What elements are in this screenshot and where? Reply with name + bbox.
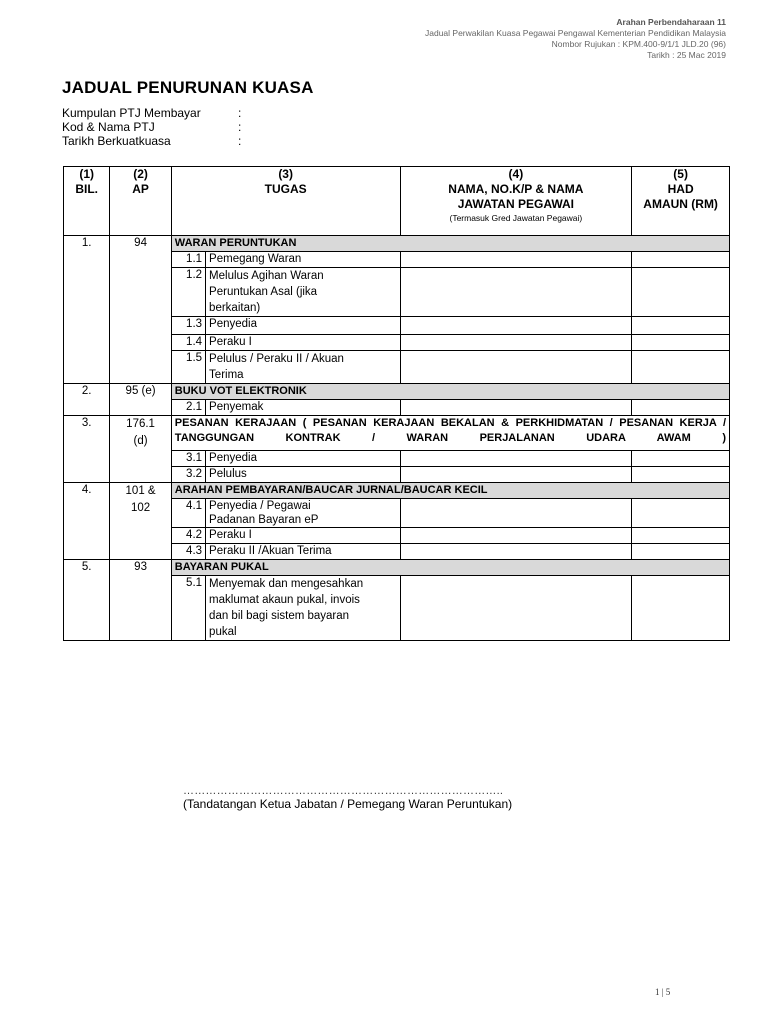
section-title: BUKU VOT ELEKTRONIK xyxy=(171,384,729,400)
item-number: 1.5 xyxy=(171,351,205,384)
meta-row xyxy=(62,134,241,148)
item-number: 4.2 xyxy=(171,527,205,543)
item-text: Menyemak dan mengesahkan maklumat akaun pukal, invois dan bil bagi sistem bayaran pukal xyxy=(206,575,400,640)
meta-label-kumpulan: Kumpulan PTJ Membayar xyxy=(62,106,201,120)
bil-cell: 3. xyxy=(64,416,110,451)
table-row xyxy=(64,351,730,384)
section-title: BAYARAN PUKAL xyxy=(171,559,729,575)
header-line-1: Arahan Perbendaharaan 11 xyxy=(616,17,726,27)
meta-sep: : xyxy=(238,106,242,120)
col-header-bil: (1) BIL. xyxy=(64,167,110,236)
ap-cell: 94 xyxy=(110,236,171,252)
item-number: 2.1 xyxy=(171,400,205,416)
ap-cell: 93 xyxy=(110,559,171,575)
meta-label-tarikh: Tarikh Berkuatkuasa xyxy=(62,134,171,148)
table-row xyxy=(64,252,730,268)
header-line-2: Jadual Perwakilan Kuasa Pegawai Pengawal Kementerian Pendidikan Malaysia xyxy=(425,28,726,38)
table-row xyxy=(64,416,730,451)
meta-block xyxy=(62,106,241,148)
item-text: Penyedia / Pegawai Padanan Bayaran eP xyxy=(206,498,400,527)
col-header-had: (5) HAD AMAUN (RM) xyxy=(632,167,730,236)
page-number: 1 | 5 xyxy=(655,987,671,997)
item-number: 4.3 xyxy=(171,543,205,559)
meta-row xyxy=(62,106,241,120)
item-number: 1.2 xyxy=(171,268,205,317)
table-row xyxy=(64,559,730,575)
ap-cell: 176.1 (d) xyxy=(110,416,171,451)
meta-row xyxy=(62,120,241,134)
meta-sep: : xyxy=(238,134,242,148)
item-text: Penyedia xyxy=(206,450,400,466)
meta-sep: : xyxy=(238,120,242,134)
item-number: 3.2 xyxy=(171,466,205,482)
meta-label-kod: Kod & Nama PTJ xyxy=(62,120,155,134)
col-header-tugas: (3) TUGAS xyxy=(171,167,400,236)
header-line-3: Nombor Rujukan : KPM.400-9/1/1 JLD.20 (96) xyxy=(551,39,726,49)
item-text: Penyedia xyxy=(206,317,400,335)
header-line-4: Tarikh : 25 Mac 2019 xyxy=(647,50,726,60)
document-header xyxy=(425,17,726,61)
bil-cell: 5. xyxy=(64,559,110,575)
table-header-row xyxy=(64,167,730,236)
item-number: 1.3 xyxy=(171,317,205,335)
table-row xyxy=(64,400,730,416)
signature-label: (Tandatangan Ketua Jabatan / Pemegang Waran Peruntukan) xyxy=(183,797,513,811)
ap-cell: 101 & 102 xyxy=(110,482,171,527)
bil-cell: 4. xyxy=(64,482,110,498)
ap-cell: 95 (e) xyxy=(110,384,171,400)
col-header-nama: (4) NAMA, NO.K/P & NAMA JAWATAN PEGAWAI (Termasuk Gred Jawatan Pegawai) xyxy=(400,167,632,236)
table-row xyxy=(64,543,730,559)
item-text: Pelulus / Peraku II / Akuan Terima xyxy=(206,351,400,384)
table-row xyxy=(64,450,730,466)
delegation-table xyxy=(63,166,730,641)
table-row xyxy=(64,482,730,498)
bil-cell: 2. xyxy=(64,384,110,400)
signature-block xyxy=(183,785,512,811)
page-title: JADUAL PENURUNAN KUASA xyxy=(62,78,314,97)
item-text: Peraku I xyxy=(206,527,400,543)
item-number: 1.4 xyxy=(171,335,205,351)
table-row xyxy=(64,317,730,335)
item-text: Peraku II /Akuan Terima xyxy=(206,543,400,559)
item-text: Melulus Agihan Waran Peruntukan Asal (jika berkaitan) xyxy=(206,268,400,317)
item-text: Pemegang Waran xyxy=(206,252,400,268)
table-row xyxy=(64,466,730,482)
col-header-ap: (2) AP xyxy=(110,167,171,236)
item-number: 5.1 xyxy=(171,575,205,640)
table-row xyxy=(64,335,730,351)
table-row xyxy=(64,236,730,252)
section-title: ARAHAN PEMBAYARAN/BAUCAR JURNAL/BAUCAR KECIL xyxy=(171,482,729,498)
item-number: 1.1 xyxy=(171,252,205,268)
table-row xyxy=(64,527,730,543)
signature-line: ………………………………………………………………………….. xyxy=(183,785,504,797)
section-title: WARAN PERUNTUKAN xyxy=(171,236,729,252)
bil-cell: 1. xyxy=(64,236,110,252)
item-text: Pelulus xyxy=(206,466,400,482)
item-number: 3.1 xyxy=(171,450,205,466)
section-title: PESANAN KERAJAAN ( PESANAN KERAJAAN BEKALAN & PERKHIDMATAN / PESANAN KERJA / TANGGUNGAN KONTRAK / WARAN PERJALANAN UDARA AWAM ) xyxy=(171,416,729,451)
item-number: 4.1 xyxy=(171,498,205,527)
table-row xyxy=(64,575,730,640)
table-row xyxy=(64,384,730,400)
table-row xyxy=(64,268,730,317)
item-text: Penyemak xyxy=(206,400,400,416)
item-text: Peraku I xyxy=(206,335,400,351)
